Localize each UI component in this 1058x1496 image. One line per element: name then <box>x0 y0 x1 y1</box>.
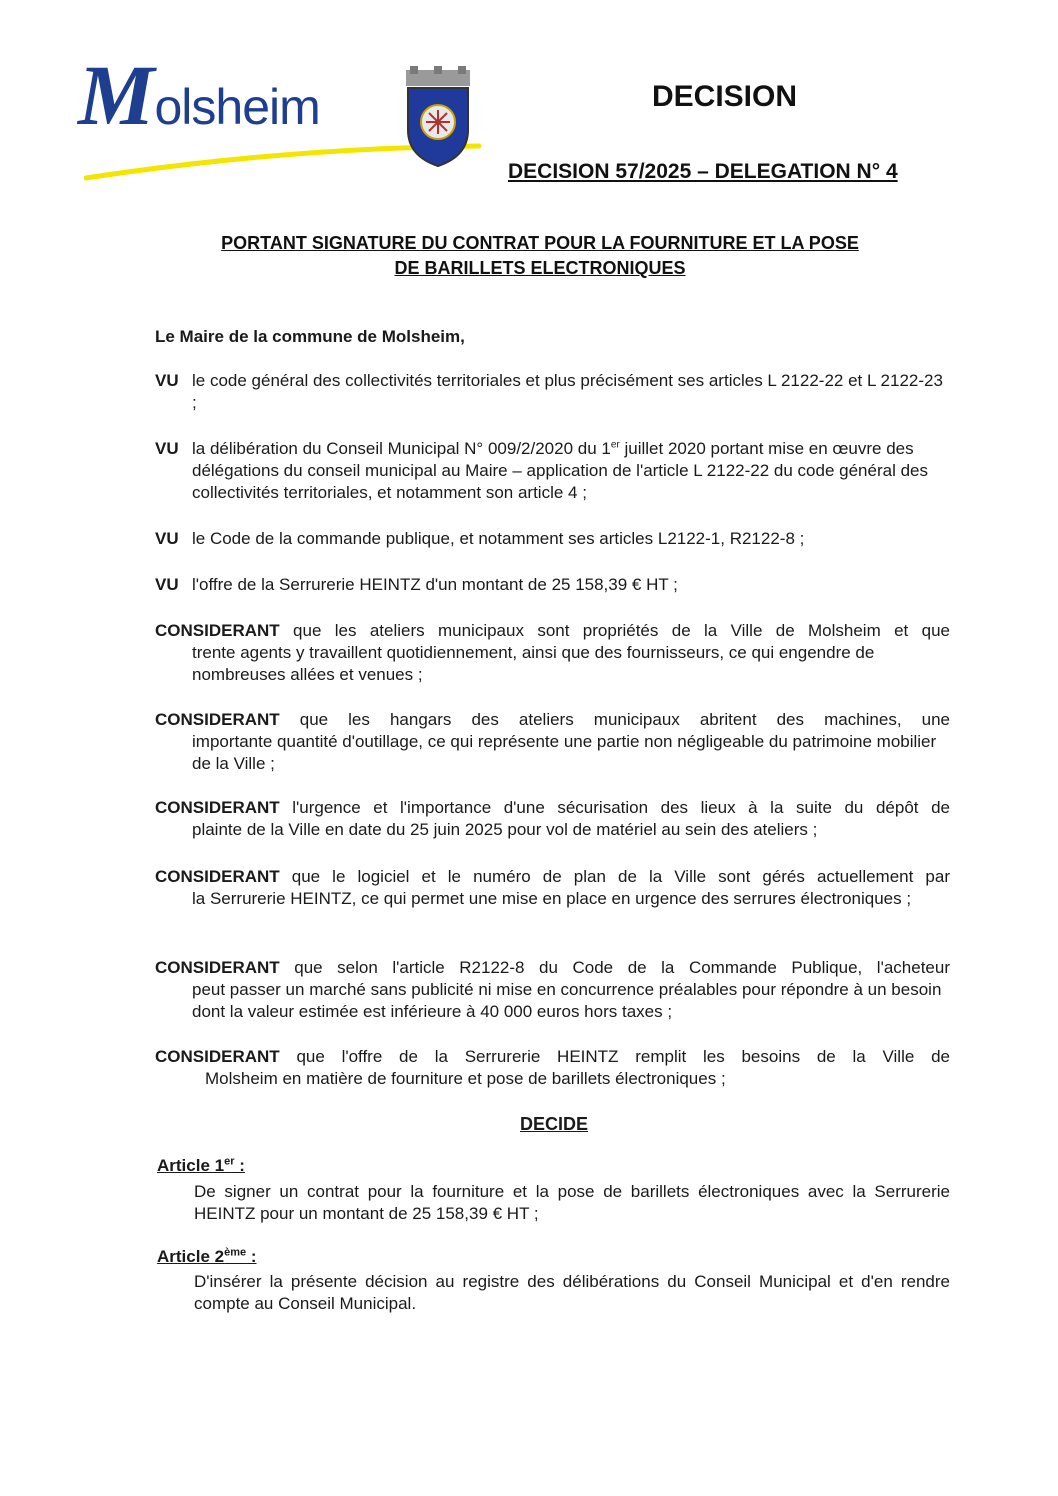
town-crest-icon <box>398 66 478 168</box>
considerant-keyword: CONSIDERANT <box>155 958 280 977</box>
decision-reference: DECISION 57/2025 – DELEGATION N° 4 <box>508 160 898 183</box>
considerant-item: CONSIDERANT que les hangars des ateliers municipaux abritent des machines, une importante quantité d'outillage, ce qui représente une partie non négligeable du patrimoine mobilier de la Ville ; <box>155 710 950 773</box>
vu-keyword: VU <box>155 371 179 390</box>
considerant-item: CONSIDERANT l'urgence et l'importance d'une sécurisation des lieux à la suite du dépôt de plainte de la Ville en date du 25 juin 2025 pour vol de matériel au sein des ateliers ; <box>155 798 950 839</box>
considerant-keyword: CONSIDERANT <box>155 1047 280 1066</box>
logo-initial: M <box>78 47 155 143</box>
logo <box>78 47 320 143</box>
considerant-keyword: CONSIDERANT <box>155 798 280 817</box>
vu-keyword: VU <box>155 529 179 548</box>
document-type: DECISION <box>652 80 798 113</box>
considerant-item: CONSIDERANT que le logiciel et le numéro de plan de la Ville sont gérés actuellement par la Serrurerie HEINTZ, ce qui permet une mise en place en urgence des serrures électroniques ; <box>155 867 950 908</box>
considerant-item: CONSIDERANT que l'offre de la Serrurerie HEINTZ remplit les besoins de la Ville de Molsheim en matière de fourniture et pose de barillets électroniques ; <box>155 1047 950 1088</box>
article-1-body: De signer un contrat pour la fourniture et la pose de barillets électroniques avec la Serrurerie HEINTZ pour un montant de 25 158,39 € HT ; <box>194 1182 950 1223</box>
considerant-keyword: CONSIDERANT <box>155 710 280 729</box>
considerant-keyword: CONSIDERANT <box>155 621 280 640</box>
intro-line: Le Maire de la commune de Molsheim, <box>155 327 465 346</box>
vu-keyword: VU <box>155 575 179 594</box>
vu-item <box>155 528 950 550</box>
considerant-text: plainte de la Ville en date du 25 juin 2025 pour vol de matériel au sein des ateliers ; <box>192 820 818 839</box>
logo-text: olsheim <box>154 79 320 135</box>
considerant-keyword: CONSIDERANT <box>155 867 280 886</box>
considerant-text: la Serrurerie HEINTZ, ce qui permet une mise en place en urgence des serrures électroniques ; <box>192 889 912 908</box>
considerant-text: peut passer un marché sans publicité ni mise en concurrence préalables pour répondre à un besoin dont la valeur estimée est inférieure à 40 000 euros hors taxes ; <box>192 980 942 1021</box>
vu-text: l'offre de la Serrurerie HEINTZ d'un montant de 25 158,39 € HT ; <box>192 575 678 594</box>
considerant-item: CONSIDERANT que les ateliers municipaux sont propriétés de la Ville de Molsheim et que trente agents y travaillent quotidiennement, ainsi que des fournisseurs, ce qui engendre de nombreuses allées et venues ; <box>155 621 950 684</box>
article-2-title: Article 2ème : <box>157 1246 257 1266</box>
vu-item <box>155 438 950 504</box>
vu-text: la délibération du Conseil Municipal N° 009/2/2020 du 1er juillet 2020 portant mise en œuvre des délégations du conseil municipal au Maire – application de l'article L 2122-22 du code général des collectivités territoriales, et notamment son article 4 ; <box>192 439 928 502</box>
vu-item <box>155 574 950 596</box>
vu-keyword: VU <box>155 439 179 458</box>
subject-line-2: DE BARILLETS ELECTRONIQUES <box>394 258 686 278</box>
article-1-title: Article 1er : <box>157 1155 245 1175</box>
decide-heading: DECIDE <box>519 1114 588 1134</box>
considerant-item: CONSIDERANT que selon l'article R2122-8 du Code de la Commande Publique, l'acheteur peut passer un marché sans publicité ni mise en concurrence préalables pour répondre à un besoin dont la valeur estimée est inférieure à 40 000 euros hors taxes ; <box>155 958 950 1021</box>
subject-line-1: PORTANT SIGNATURE DU CONTRAT POUR LA FOURNITURE ET LA POSE <box>221 233 859 253</box>
considerant-text: importante quantité d'outillage, ce qui représente une partie non négligeable du patrimoine mobilier de la Ville ; <box>192 732 937 773</box>
considerant-text: Molsheim en matière de fourniture et pose de barillets électroniques ; <box>205 1069 726 1088</box>
vu-text: le Code de la commande publique, et notamment ses articles L2122-1, R2122-8 ; <box>192 529 805 548</box>
vu-text: le code général des collectivités territoriales et plus précisément ses articles L 2122-22 et L 2122-23 ; <box>192 371 943 412</box>
considerant-text: trente agents y travaillent quotidiennement, ainsi que des fournisseurs, ce qui engendre de nombreuses allées et venues ; <box>192 643 875 684</box>
vu-item <box>155 370 950 414</box>
article-2-body: D'insérer la présente décision au registre des délibérations du Conseil Municipal et d'en rendre compte au Conseil Municipal. <box>194 1272 950 1313</box>
